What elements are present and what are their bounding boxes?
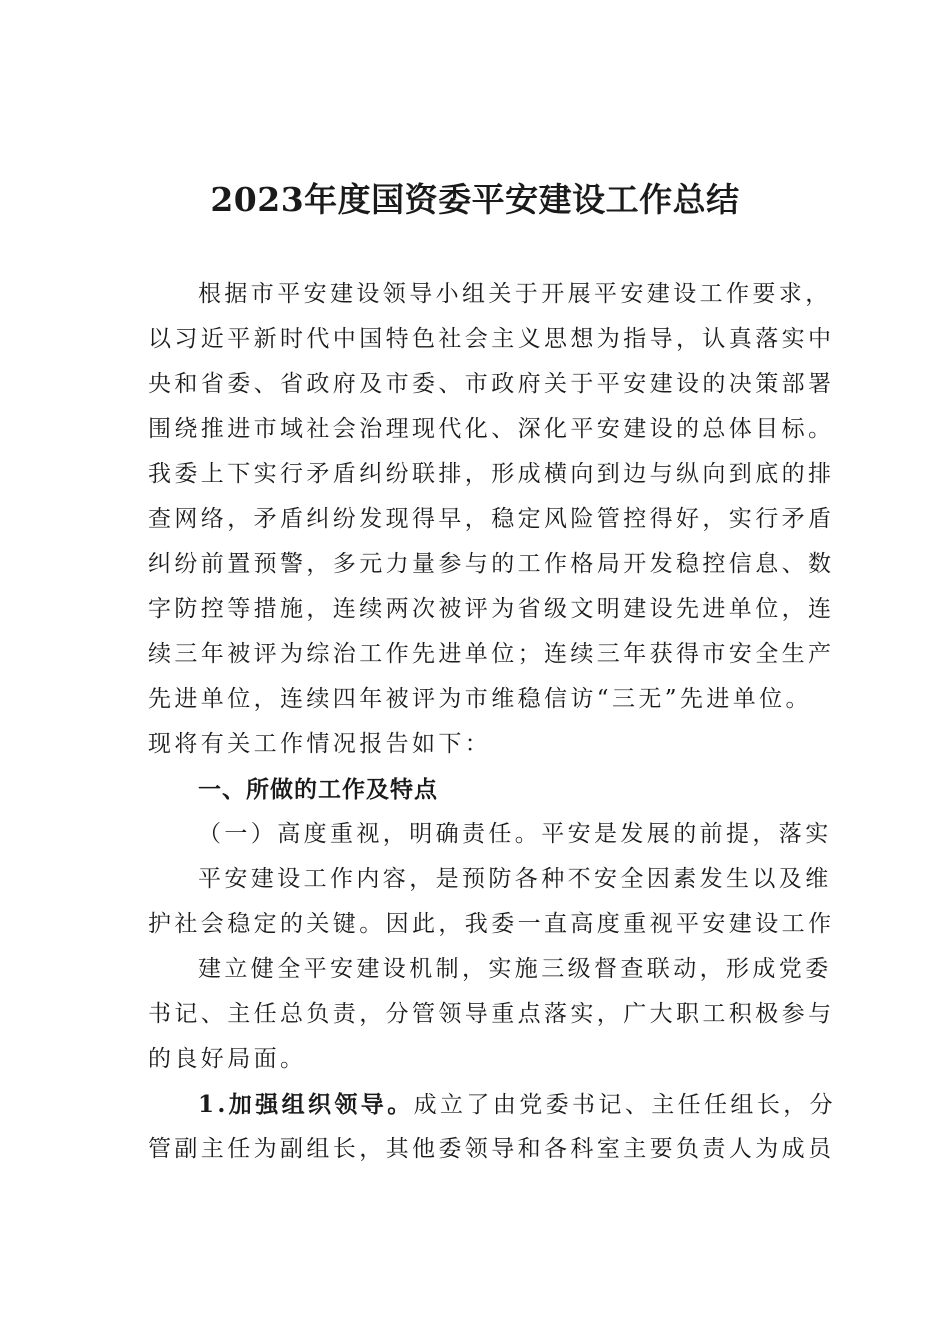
paragraph-line: 续三年被评为综治工作先进单位；连续三年获得市安全生产: [148, 641, 835, 667]
paragraph-line: 现将有关工作情况报告如下：: [148, 731, 492, 757]
document-title: 2023年度国资委平安建设工作总结: [210, 180, 740, 219]
paragraph-line: 查网络，矛盾纠纷发现得早，稳定风险管控得好，实行矛盾: [148, 506, 835, 532]
paragraph-line: 先进单位，连续四年被评为市维稳信访“三无”先进单位。: [148, 686, 812, 712]
paragraph-text: 成立了由党委书记、主任任组长，分: [413, 1092, 837, 1118]
paragraph-line: 的良好局面。: [148, 1046, 307, 1072]
paragraph-line: 以习近平新时代中国特色社会主义思想为指导，认真落实中: [148, 326, 835, 352]
paragraph-line: 纠纷前置预警，多元力量参与的工作格局开发稳控信息、数: [148, 551, 835, 577]
paragraph-line: 建立健全平安建设机制，实施三级督查联动，形成党委: [198, 956, 832, 982]
paragraph-line: 央和省委、省政府及市委、市政府关于平安建设的决策部署: [148, 371, 835, 397]
document-body: [148, 272, 837, 1172]
paragraph-line: 围绕推进市域社会治理现代化、深化平安建设的总体目标。: [148, 416, 835, 442]
subsection-lead: 1.加强组织领导。: [198, 1091, 414, 1118]
paragraph-line: （一）高度重视，明确责任。平安是发展的前提，落实: [198, 821, 832, 847]
paragraph-line: 我委上下实行矛盾纠纷联排，形成横向到边与纵向到底的排: [148, 461, 835, 487]
paragraph-line: 平安建设工作内容，是预防各种不安全因素发生以及维: [198, 866, 832, 892]
paragraph-line: [148, 1082, 837, 1127]
paragraph-line: 书记、主任总负责，分管领导重点落实，广大职工积极参与: [148, 1001, 835, 1027]
paragraph-line: 护社会稳定的关键。因此，我委一直高度重视平安建设工作: [148, 911, 835, 937]
paragraph-line: 管副主任为副组长，其他委领导和各科室主要负责人为成员: [148, 1136, 835, 1162]
paragraph-line: 字防控等措施，连续两次被评为省级文明建设先进单位，连: [148, 596, 835, 622]
paragraph-line: 根据市平安建设领导小组关于开展平安建设工作要求，: [198, 281, 832, 307]
section-heading: 一、所做的工作及特点: [198, 776, 438, 803]
